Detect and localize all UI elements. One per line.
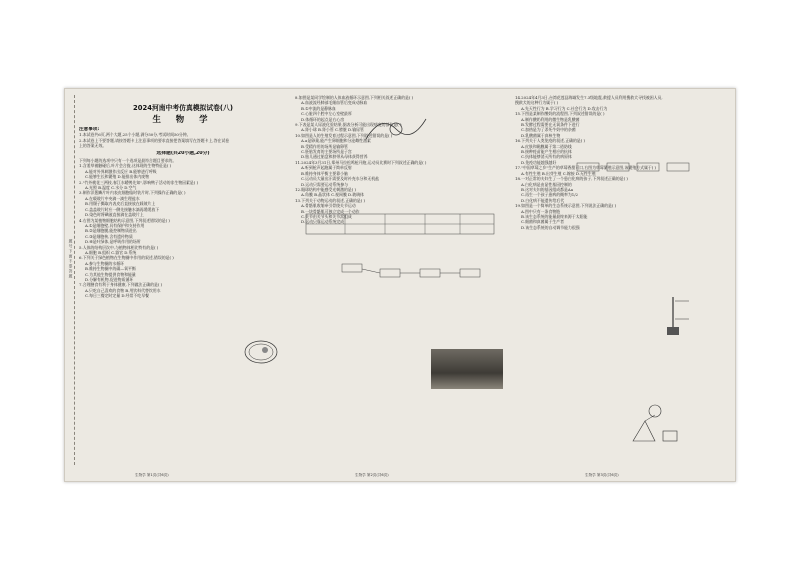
exam-sheet <box>64 88 736 482</box>
question-line: D.乳酸菌属于真核生物 <box>521 132 561 138</box>
binding-margin-text: 题 号 下 面 不 要 答 题 <box>69 239 74 278</box>
question-line: 4.右图为某植物细胞结构示意图,下列叙述错误的是( ) <box>79 217 170 223</box>
question-line: A.听到枪声起跑属于简单反射 <box>301 165 352 171</box>
question-line: C.关节由关节头和关节窝组成 <box>301 213 352 219</box>
question-line: D.运动只需要运动系统参与 <box>301 181 349 187</box>
question-line: A.只吃自己喜欢的食物 B.用饮料代替饮用水 <box>85 287 161 293</box>
question-line: 5.人体的结构层次中,与植物体相比特有的是( ) <box>79 244 159 250</box>
question-line: B.发酵过程需要在无氧条件下进行 <box>521 122 580 128</box>
question-line: C.心脏四个腔中左心室壁最厚 <box>301 111 352 117</box>
question-line: B.用镊子撕取内表皮后直接放在载玻片上 <box>85 201 156 207</box>
question-line: 11.2024年3月31日,郑州马拉松鸣枪开跑,运动员比赛时下列叙述正确的是( ) <box>295 159 427 165</box>
page-footer: 生物学 第1页(共6页) <box>135 473 169 477</box>
question-line: D.染色时将碘液直接滴在盖玻片上 <box>85 212 144 218</box>
question-line: C.能够生长和繁殖 D.能排出体内废物 <box>85 174 149 180</box>
question-line: 14.2024年4月3日,台湾花莲县海域发生7.3级地震,救援人员利用搜救犬寻找被困人员, <box>515 95 663 100</box>
question-line: C.每日三餐定时定量 D.经常不吃早餐 <box>85 293 149 299</box>
question-line: 6.下列关于绿色植物在生物圈中作用的叙述,错误的是( ) <box>79 255 174 261</box>
question-line: 7.合理膳食有利于身体健康,下列做法正确的是( ) <box>79 282 163 288</box>
question-line: 19.如图是一个简单的生态系统示意图,下列说法正确的是( ) <box>515 203 617 209</box>
question-line: B.①中流的是静脉血 <box>301 105 336 111</box>
question-line: C.抗体能够消灭所有的病原体 <box>521 154 572 160</box>
question-line: 16.下列关于人类免疫的叙述,正确的是( ) <box>515 138 586 144</box>
circulation-diagram-figure <box>361 109 431 149</box>
ecosystem-figure <box>625 401 685 449</box>
yogurt-flowchart-figure <box>575 161 695 173</box>
page-column-1 <box>79 95 287 467</box>
question-line: A.肾小球 B.肾小管 C.膀胱 D.输尿管 <box>301 127 364 133</box>
question-line: B.②是细胞膜,能控制物质进出 <box>85 228 137 234</box>
question-line: C.盖盖玻片时应一侧先接触水滴再缓缓放下 <box>85 206 160 212</box>
question-line: A.皮肤和黏膜属于第二道防线 <box>521 143 572 149</box>
question-line: B.这对夫妇的基因组成都是Aa <box>521 186 574 192</box>
notice-heading: 注意事项: <box>79 127 100 132</box>
question-line: D.④是叶绿体,是呼吸作用的场所 <box>85 239 141 245</box>
question-line: 10.如图是人的生殖发育过程示意图,下列叙述错误的是( ) <box>295 132 393 138</box>
question-line: A.制作酸奶利用的微生物是乳酸菌 <box>521 116 580 122</box>
question-line: C.再生一个孩子患病的概率为1/2 <box>521 192 579 198</box>
section-heading: 选择题(共20小题,20分) <box>156 150 210 156</box>
question-line: D.白化病不能遗传给后代 <box>521 197 565 203</box>
question-line: A.骨骼肌收缩牵引骨绕关节运动 <box>301 203 356 209</box>
question-line: A.a是卵巢,能产生卵细胞和分泌雌性激素 <box>301 138 371 144</box>
reproduction-flow-figure <box>340 261 490 285</box>
question-line: 17."中国草莓之乡"生产的草莓香甜可口,右图为草莓繁殖示意图,该繁殖方式属于( ) <box>515 165 657 171</box>
question-line: 18.一对正常的夫妇生了一个患白化病的孩子,下列叙述正确的是( ) <box>515 176 628 182</box>
question-line: B.维持身体平衡主要靠小脑 <box>301 170 348 176</box>
question-line: B.受精作用的场所是输卵管 <box>301 143 348 149</box>
page-footer: 生物学 第2页(共6页) <box>355 473 389 477</box>
question-line: B.一块骨骼肌可独立完成一个动作 <box>301 208 360 214</box>
question-line: A.细胞 B.组织 C.器官 D.系统 <box>85 249 137 255</box>
question-line: C.运动员大量出汗需要及时补充水分和无机盐 <box>301 176 379 182</box>
notice-line: 上的答案无效。 <box>79 143 107 149</box>
page-column-3 <box>515 95 727 467</box>
section-description: 下列每小题的选项中只有一个选项是最符合题目要求的。 <box>79 158 177 164</box>
binding-line <box>74 95 75 465</box>
question-line: A.参与生物圈的水循环 <box>85 260 125 266</box>
question-line: A.先天性行为 B.学习行为 C.社会行为 D.攻击行为 <box>521 105 608 111</box>
urine-test-table <box>305 213 495 235</box>
question-line: 15.下图是某制作酸奶的流程图,下列叙述错误的是( ) <box>515 111 605 117</box>
page-footer: 生物学 第3页(共6页) <box>585 473 619 477</box>
question-line: 1.含羞草被触碰后,叶片会合拢,这体现的生物特征是( ) <box>79 163 172 169</box>
question-line: D.运动只靠运动系统完成 <box>301 219 345 225</box>
question-line: A.血液流经肺部毛细血管后变成动脉血 <box>301 100 368 106</box>
question-line: C.为其他生物提供食物和能量 <box>85 271 136 277</box>
question-line: A.角膜 B.晶状体 C.视网膜 D.玻璃体 <box>301 192 364 198</box>
question-line: 12.眼球结构中能感受光刺激的是( ) <box>295 186 357 192</box>
question-line: A.能对外界刺激作出反应 B.能够进行呼吸 <box>85 168 157 174</box>
question-line: B.该生态系统的能量最终来源于太阳能 <box>521 213 588 219</box>
exam-title: 2024河南中考仿真模拟试卷(八) <box>133 104 233 112</box>
question-line: 8.如图是某同学绘制的人体血液循环示意图,下列相关叙述正确的是( ) <box>295 95 414 100</box>
question-line: D.免疫功能越强越好 <box>521 159 557 165</box>
marathon-photo <box>431 349 503 389</box>
question-list-1 <box>79 163 287 298</box>
question-line: A.白化病是由显性基因控制的 <box>521 181 572 187</box>
question-line: A.光照 B.温度 C.水分 D.空气 <box>85 185 137 191</box>
question-line: 9.下表是某人尿液化验结果,据表分析可能出现病变的部位是( ) <box>295 122 402 128</box>
notice-line: 1.本试卷共6页,两个大题,25个小题,满分50分,考试时间50分钟。 <box>79 132 191 138</box>
question-line: C.加热是为了杀死牛奶中的杂菌 <box>521 127 576 133</box>
question-line: B.接种疫苗能产生相应的抗体 <box>521 149 572 155</box>
question-line: D.该生态系统的自动调节能力很强 <box>521 224 580 230</box>
question-line: 2."竹外桃花三两枝,春江水暖鸭先知",影响鸭子活动的非生物因素是( ) <box>79 179 199 185</box>
question-line: 搜救犬的这种行为属于( ) <box>515 100 559 106</box>
question-line: D.分解有机物,促进物质循环 <box>85 276 134 282</box>
question-line: A.在载玻片中央滴一滴生理盐水 <box>85 195 140 201</box>
question-line: C.胚胎发育的主要场所是子宫 <box>301 149 352 155</box>
question-line: 13.下列关于动物运动的叙述,正确的是( ) <box>295 197 366 203</box>
strawberry-plant-figure <box>661 289 701 339</box>
exam-subject: 生 物 学 <box>152 114 214 124</box>
question-line: B.维持生物圈中的碳—氧平衡 <box>85 266 136 272</box>
notice-line: 2.本试卷上不要答题,请按答题卡上注意事项的要求直接把答案填写在答题卡上,答在试卷 <box>79 137 230 143</box>
question-line: A.有性生殖 B.出芽生殖 C.嫁接 D.无性生殖 <box>521 170 596 176</box>
question-line: D.胎儿通过胎盘和脐带从母体获得营养 <box>301 154 368 160</box>
question-line: C.③是细胞核,含有遗传物质 <box>85 233 133 239</box>
cell-diagram-figure <box>243 339 279 365</box>
question-line: A.图中只有一条食物链 <box>521 208 561 214</box>
question-line: A.①是细胞壁,具有保护和支持作用 <box>85 222 145 228</box>
question-line: 3.制作洋葱鳞片叶内表皮细胞临时装片时,下列操作正确的是( ) <box>79 190 186 196</box>
question-line: C.细菌和真菌属于生产者 <box>521 219 564 225</box>
question-line: D.体循环的起点是右心房 <box>301 116 345 122</box>
